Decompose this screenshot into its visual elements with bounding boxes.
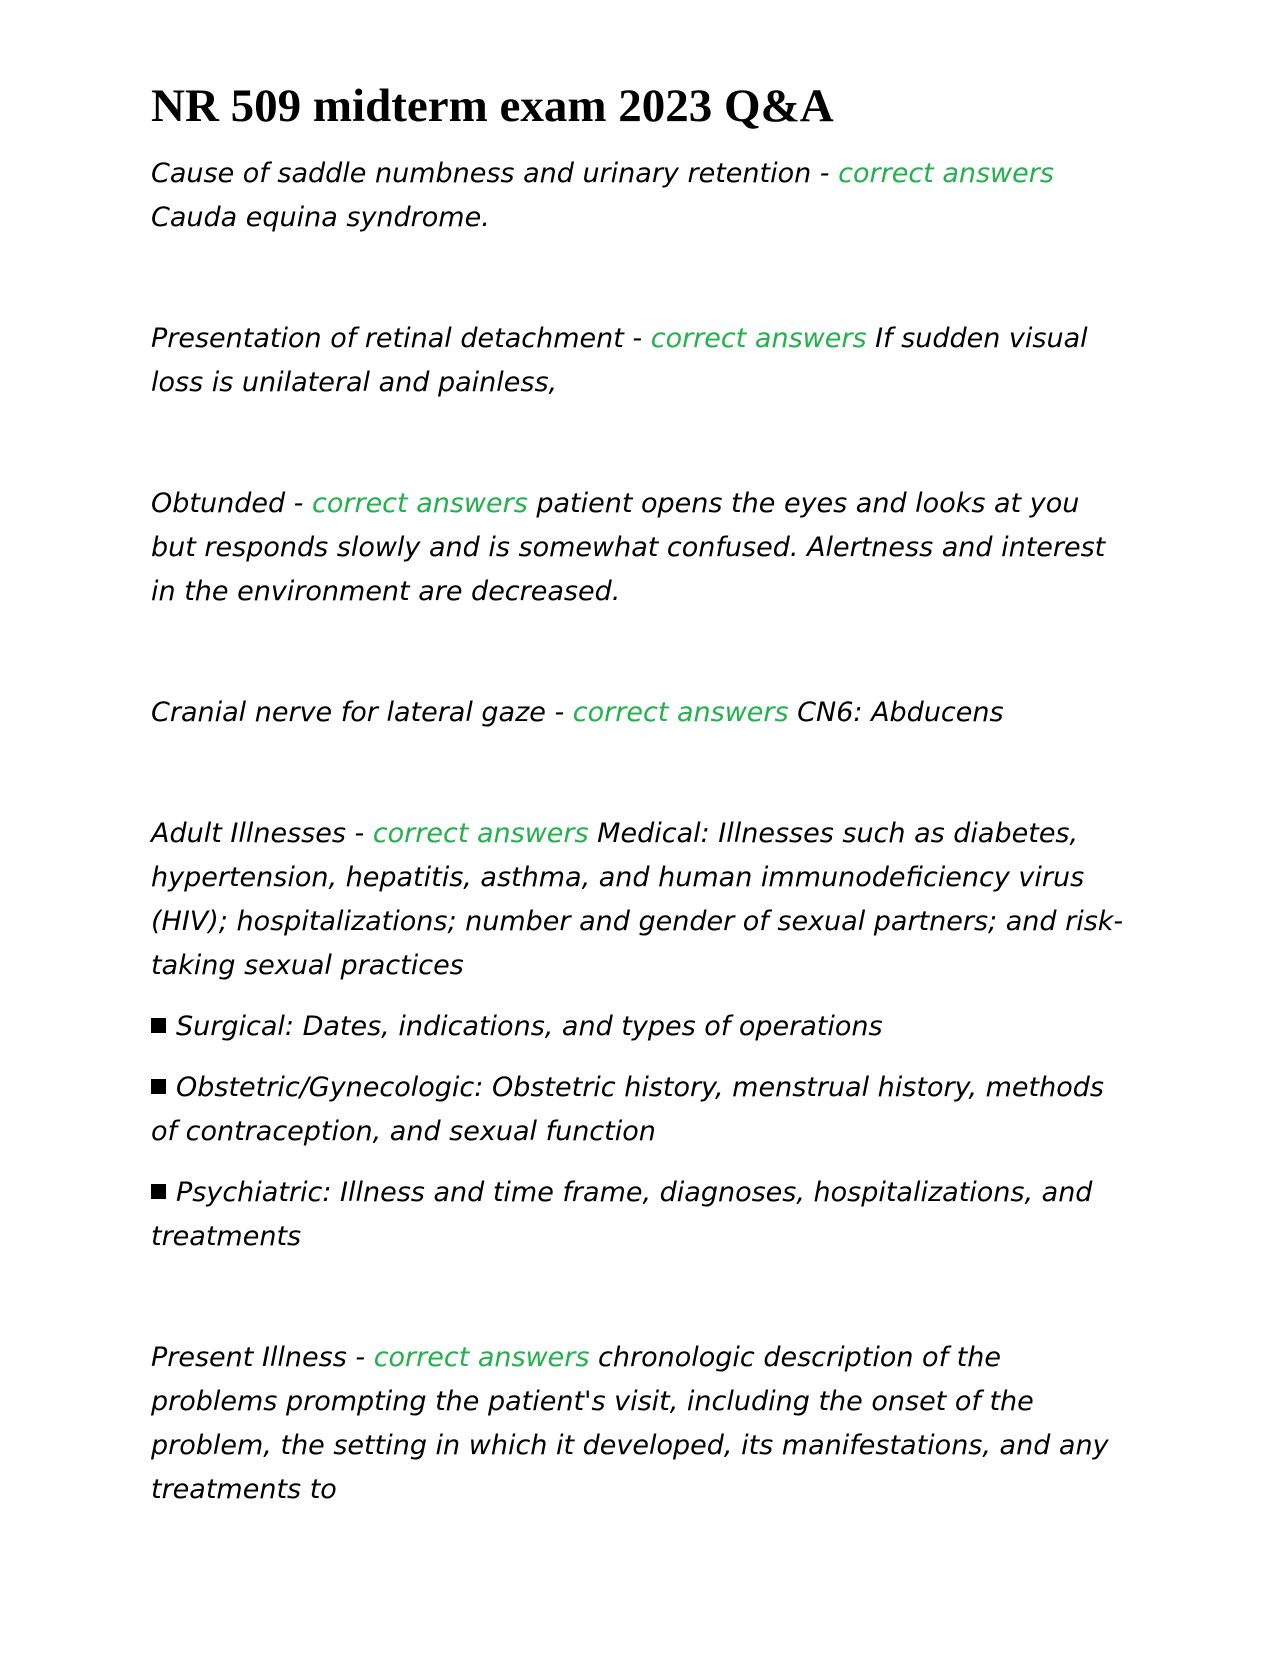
bullet-text: Obstetric/Gynecologic: Obstetric history, menstrual history, methods of contraception, and sexual function — [151, 1072, 1104, 1147]
question-text: Obtunded - — [151, 488, 312, 519]
question-text: Presentation of retinal detachment - — [151, 323, 651, 354]
qa-entry — [151, 317, 1131, 405]
answer-tag: correct answers — [650, 323, 867, 354]
document-page — [151, 0, 1131, 1512]
square-bullet-icon — [151, 1184, 166, 1199]
answer-text: CN6: Abducens — [788, 697, 1004, 728]
qa-entry — [151, 691, 1131, 735]
bullet-item — [151, 1066, 1131, 1154]
qa-entry — [151, 482, 1131, 614]
answer-text: chronologic description of the problems prompting the patient's visit, including the onset of the problem, the setting in which it developed, its manifestations, and any treatments to — [151, 1342, 1109, 1505]
document-title: NR 509 midterm exam 2023 Q&A — [151, 80, 834, 132]
answer-tag: correct answers — [838, 158, 1054, 189]
bullet-text: Psychiatric: Illness and time frame, diagnoses, hospitalizations, and treatments — [151, 1177, 1093, 1252]
question-text: Present Illness - — [151, 1342, 374, 1373]
square-bullet-icon — [151, 1079, 166, 1094]
square-bullet-icon — [151, 1018, 166, 1033]
bullet-text: Surgical: Dates, indications, and types of operations — [176, 1011, 883, 1042]
qa-entry — [151, 1336, 1131, 1512]
qa-entry — [151, 812, 1131, 988]
question-text: Cranial nerve for lateral gaze - — [151, 697, 573, 728]
answer-text: Medical: Illnesses such as diabetes, hypertension, hepatitis, asthma, and human immunodeficiency virus (HIV); hospitalizations; number and gender of sexual partners; and risk-taking sexual practices — [151, 818, 1124, 981]
answer-text: Cauda equina syndrome. — [151, 202, 490, 233]
question-text: Cause of saddle numbness and urinary retention - — [151, 158, 839, 189]
answer-text: If sudden visual loss is unilateral and painless, — [151, 323, 1088, 398]
bullet-item — [151, 1005, 1131, 1049]
answer-tag: correct answers — [572, 697, 789, 728]
answer-tag: correct answers — [312, 488, 528, 519]
answer-tag: correct answers — [372, 818, 589, 849]
qa-entry — [151, 152, 1131, 240]
question-text: Adult Illnesses - — [151, 818, 373, 849]
answer-text: patient opens the eyes and looks at you but responds slowly and is somewhat confused. Alertness and interest in the environment are decreased. — [151, 488, 1106, 607]
bullet-item — [151, 1171, 1131, 1259]
answer-tag: correct answers — [373, 1342, 590, 1373]
